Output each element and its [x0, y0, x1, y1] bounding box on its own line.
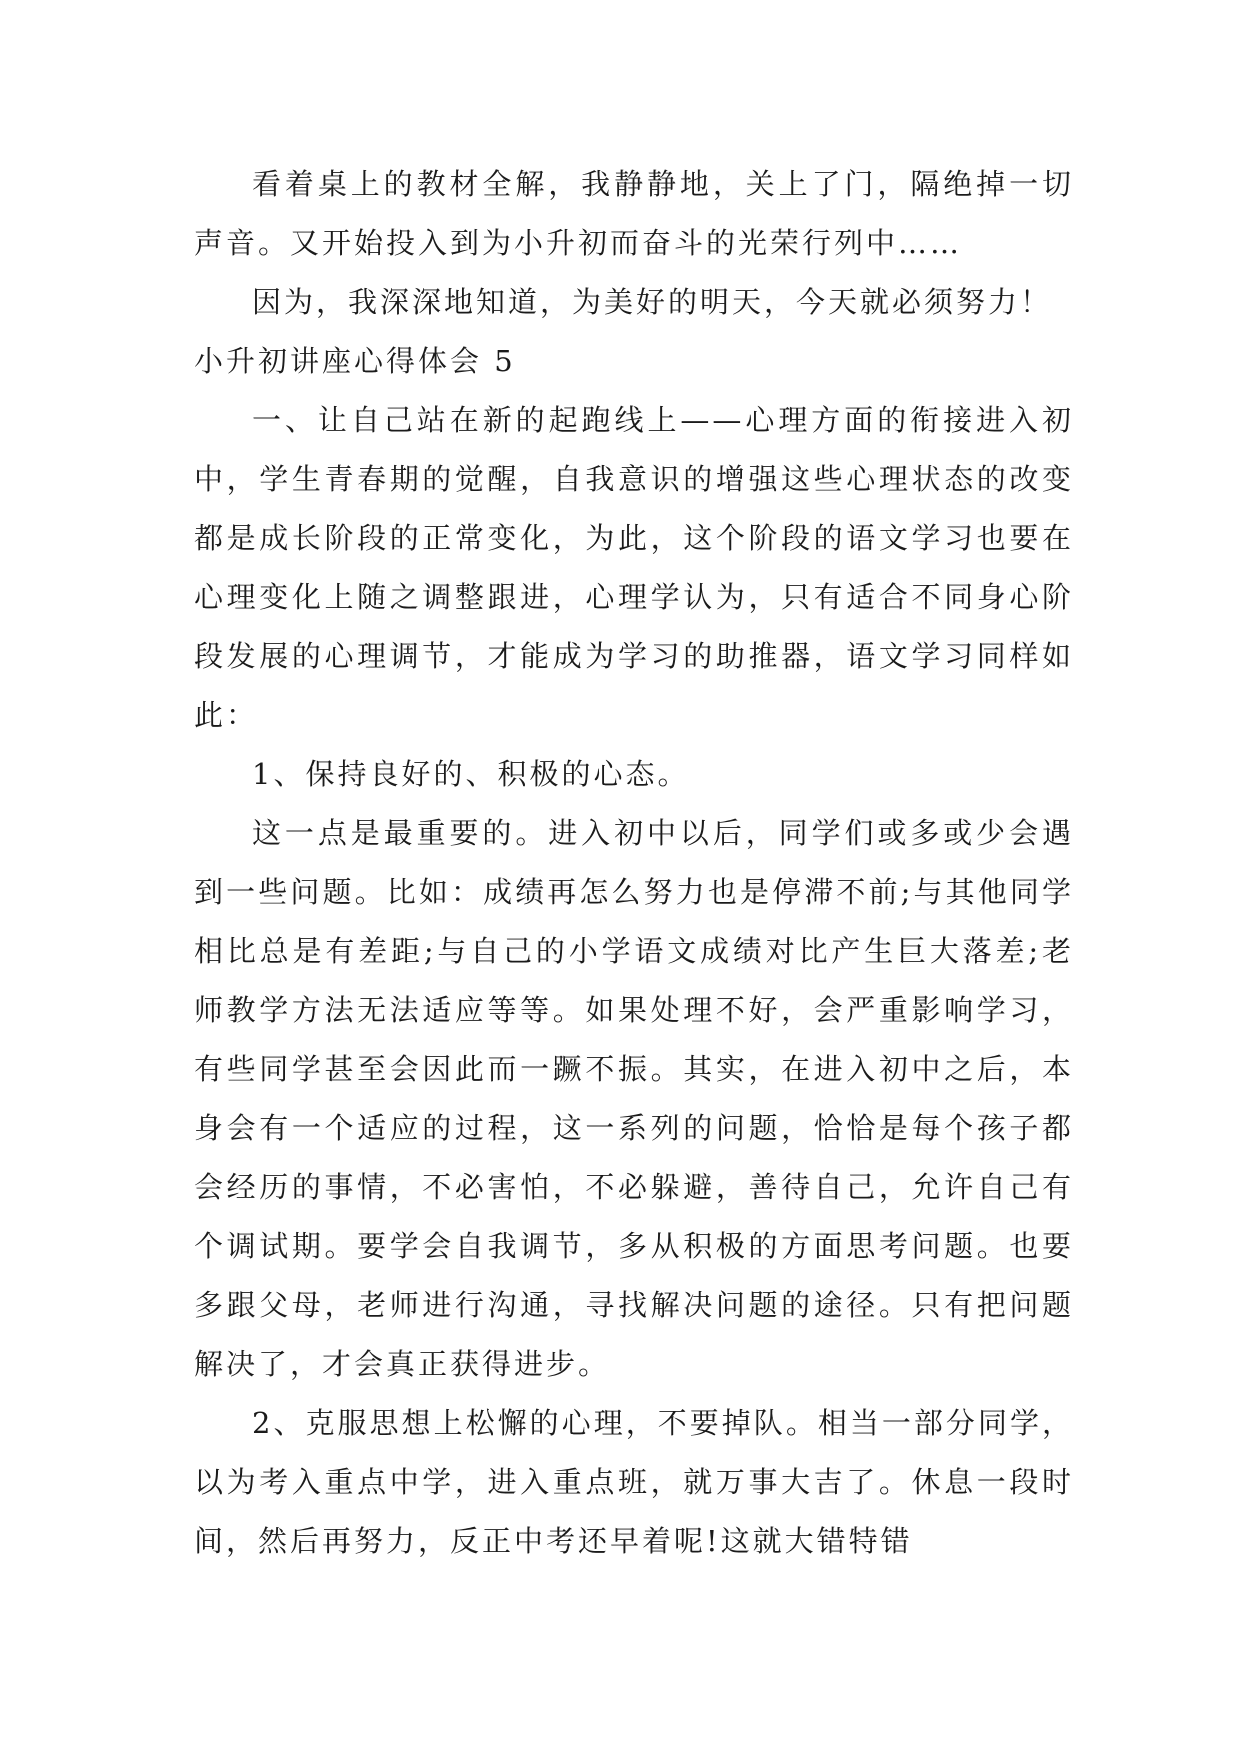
list-item: 1、保持良好的、积极的心态。 — [252, 757, 690, 791]
list-item: 2、克服思想上松懈的心理，不要掉队。相当一部分同学，以为考入重点中学，进入重点班，就万事大吉了。休息一段时间，然后再努力，反正中考还早着呢!这就大错特错 — [194, 1406, 1074, 1558]
paragraph: 因为，我深深地知道，为美好的明天，今天就必须努力！ — [252, 285, 1053, 319]
section-heading: 小升初讲座心得体会 5 — [194, 344, 516, 378]
paragraph: 这一点是最重要的。进入初中以后，同学们或多或少会遇到一些问题。比如：成绩再怎么努力也是停滞不前;与其他同学相比总是有差距;与自己的小学语文成绩对比产生巨大落差;老师教学方法无法适应等等。如果处理不好，会严重影响学习，有些同学甚至会因此而一蹶不振。其实，在进入初中之后，本身会有一个适应的过程，这一系列的问题，恰恰是每个孩子都会经历的事情，不必害怕，不必躲避，善待自己，允许自己有个调试期。要学会自我调节，多从积极的方面思考问题。也要多跟父母，老师进行沟通，寻找解决问题的途径。只有把问题解决了，才会真正获得进步。 — [194, 816, 1074, 1381]
paragraph: 看着桌上的教材全解，我静静地，关上了门，隔绝掉一切声音。又开始投入到为小升初而奋斗的光荣行列中…… — [194, 167, 1074, 260]
document-body — [194, 155, 1074, 1571]
paragraph: 一、让自己站在新的起跑线上——心理方面的衔接进入初中，学生青春期的觉醒，自我意识的增强这些心理状态的改变都是成长阶段的正常变化，为此，这个阶段的语文学习也要在心理变化上随之调整跟进，心理学认为，只有适合不同身心阶段发展的心理调节，才能成为学习的助推器，语文学习同样如此： — [194, 403, 1074, 732]
